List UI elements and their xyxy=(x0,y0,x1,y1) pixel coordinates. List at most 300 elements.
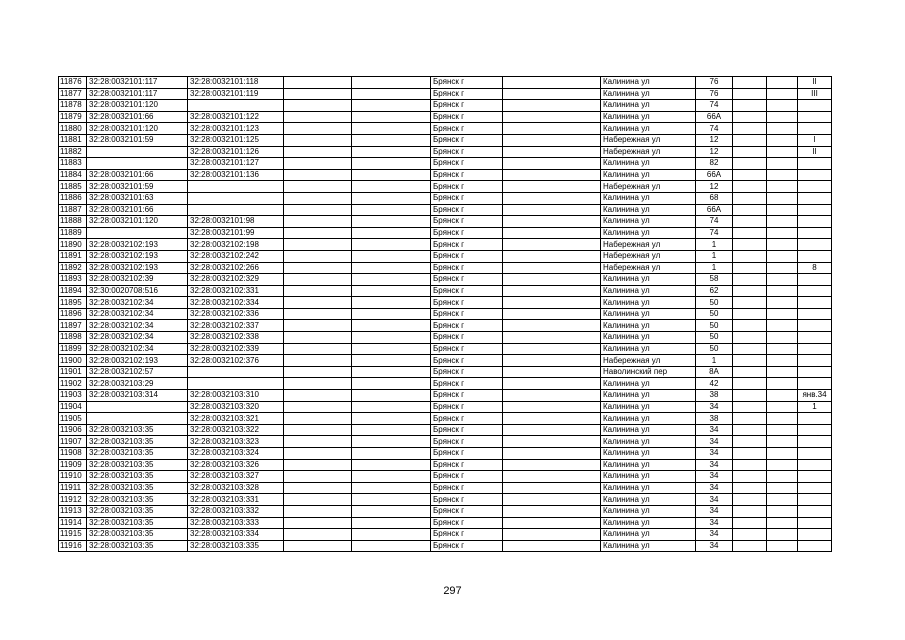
cell-extra xyxy=(798,100,832,112)
cell-empty xyxy=(352,88,431,100)
cell-empty xyxy=(733,517,767,529)
cell-city: Брянск г xyxy=(431,343,503,355)
cell-empty xyxy=(733,262,767,274)
cell-city: Брянск г xyxy=(431,146,503,158)
table-row xyxy=(59,262,832,274)
cell-street: Набережная ул xyxy=(601,355,696,367)
cell-empty xyxy=(284,401,352,413)
cell-empty xyxy=(352,505,431,517)
cell-empty xyxy=(733,413,767,425)
cell-empty xyxy=(352,262,431,274)
cell-street: Калинина ул xyxy=(601,88,696,100)
cell-extra: II xyxy=(798,77,832,89)
cell-row-number: 11894 xyxy=(59,285,87,297)
cell-empty xyxy=(284,332,352,344)
cell-city: Брянск г xyxy=(431,424,503,436)
table-row xyxy=(59,250,832,262)
cell-empty xyxy=(284,158,352,170)
cell-city: Брянск г xyxy=(431,297,503,309)
cell-empty xyxy=(352,320,431,332)
cell-empty xyxy=(733,274,767,286)
cell-street: Калинина ул xyxy=(601,505,696,517)
cell-empty xyxy=(503,343,601,355)
cell-cadastral-object: 32:28:0032102:339 xyxy=(188,343,284,355)
cell-extra xyxy=(798,494,832,506)
cell-house: 50 xyxy=(696,320,733,332)
table-row xyxy=(59,332,832,344)
cell-row-number: 11907 xyxy=(59,436,87,448)
table-row xyxy=(59,88,832,100)
cell-empty xyxy=(352,123,431,135)
cell-empty xyxy=(352,448,431,460)
cell-house: 34 xyxy=(696,494,733,506)
cell-empty xyxy=(733,424,767,436)
cell-cadastral-parent xyxy=(87,146,188,158)
cell-empty xyxy=(352,274,431,286)
cell-empty xyxy=(733,77,767,89)
cell-empty xyxy=(352,158,431,170)
cell-street: Калинина ул xyxy=(601,216,696,228)
cell-row-number: 11898 xyxy=(59,332,87,344)
cell-empty xyxy=(284,390,352,402)
cell-house: 34 xyxy=(696,471,733,483)
cell-empty xyxy=(767,250,798,262)
cell-cadastral-object: 32:28:0032103:322 xyxy=(188,424,284,436)
cell-street: Калинина ул xyxy=(601,343,696,355)
cell-house: 42 xyxy=(696,378,733,390)
cell-empty xyxy=(767,355,798,367)
cell-empty xyxy=(733,134,767,146)
cell-extra: II xyxy=(798,146,832,158)
cell-empty xyxy=(503,285,601,297)
table-row xyxy=(59,471,832,483)
cell-empty xyxy=(503,494,601,506)
cell-empty xyxy=(767,482,798,494)
cell-empty xyxy=(352,390,431,402)
cell-street: Калинина ул xyxy=(601,192,696,204)
cell-empty xyxy=(733,448,767,460)
cell-row-number: 11879 xyxy=(59,111,87,123)
cell-cadastral-parent: 32:28:0032103:35 xyxy=(87,517,188,529)
cell-empty xyxy=(284,88,352,100)
cell-empty xyxy=(284,111,352,123)
cell-house: 34 xyxy=(696,505,733,517)
table-row xyxy=(59,146,832,158)
cell-empty xyxy=(733,169,767,181)
cell-city: Брянск г xyxy=(431,216,503,228)
cell-row-number: 11885 xyxy=(59,181,87,193)
cell-cadastral-object: 32:28:0032103:332 xyxy=(188,505,284,517)
table-row xyxy=(59,111,832,123)
table-row xyxy=(59,366,832,378)
cell-row-number: 11891 xyxy=(59,250,87,262)
cell-row-number: 11905 xyxy=(59,413,87,425)
cell-extra xyxy=(798,540,832,552)
cell-street: Калинина ул xyxy=(601,459,696,471)
cell-empty xyxy=(767,239,798,251)
cell-row-number: 11881 xyxy=(59,134,87,146)
cell-extra xyxy=(798,274,832,286)
cell-empty xyxy=(767,343,798,355)
cell-house: 74 xyxy=(696,123,733,135)
cell-cadastral-parent: 32:28:0032103:35 xyxy=(87,459,188,471)
cell-empty xyxy=(503,111,601,123)
cell-extra xyxy=(798,158,832,170)
table-row xyxy=(59,216,832,228)
cell-city: Брянск г xyxy=(431,158,503,170)
cell-empty xyxy=(767,169,798,181)
cell-street: Калинина ул xyxy=(601,413,696,425)
cell-empty xyxy=(767,413,798,425)
cell-cadastral-parent: 32:28:0032103:29 xyxy=(87,378,188,390)
cell-street: Наволинский пер xyxy=(601,366,696,378)
cell-house: 34 xyxy=(696,448,733,460)
cell-street: Набережная ул xyxy=(601,181,696,193)
cell-house: 66А xyxy=(696,204,733,216)
cell-empty xyxy=(767,494,798,506)
cell-row-number: 11876 xyxy=(59,77,87,89)
cell-cadastral-object: 32:28:0032103:334 xyxy=(188,529,284,541)
cell-city: Брянск г xyxy=(431,540,503,552)
cell-empty xyxy=(733,158,767,170)
cell-empty xyxy=(284,343,352,355)
cell-empty xyxy=(733,216,767,228)
cell-cadastral-object xyxy=(188,181,284,193)
cell-city: Брянск г xyxy=(431,505,503,517)
cell-row-number: 11909 xyxy=(59,459,87,471)
cell-cadastral-object xyxy=(188,378,284,390)
cell-empty xyxy=(767,146,798,158)
cell-street: Калинина ул xyxy=(601,285,696,297)
cell-cadastral-object: 32:28:0032101:98 xyxy=(188,216,284,228)
cell-empty xyxy=(503,401,601,413)
cell-extra xyxy=(798,448,832,460)
cell-empty xyxy=(284,459,352,471)
cell-street: Набережная ул xyxy=(601,239,696,251)
cell-empty xyxy=(733,146,767,158)
cell-empty xyxy=(284,239,352,251)
cell-empty xyxy=(284,250,352,262)
cell-row-number: 11878 xyxy=(59,100,87,112)
cell-cadastral-parent: 32:28:0032101:66 xyxy=(87,204,188,216)
cell-row-number: 11914 xyxy=(59,517,87,529)
cell-empty xyxy=(503,169,601,181)
cell-cadastral-parent: 32:28:0032103:35 xyxy=(87,448,188,460)
cell-city: Брянск г xyxy=(431,204,503,216)
cell-cadastral-object: 32:28:0032101:127 xyxy=(188,158,284,170)
cell-empty xyxy=(284,540,352,552)
cell-street: Калинина ул xyxy=(601,111,696,123)
cell-extra: 1 xyxy=(798,401,832,413)
cell-empty xyxy=(503,436,601,448)
cell-empty xyxy=(733,297,767,309)
cell-cadastral-object: 32:28:0032103:323 xyxy=(188,436,284,448)
cell-street: Калинина ул xyxy=(601,204,696,216)
cell-city: Брянск г xyxy=(431,123,503,135)
cell-cadastral-parent: 32:28:0032103:35 xyxy=(87,424,188,436)
cell-row-number: 11880 xyxy=(59,123,87,135)
cell-empty xyxy=(352,494,431,506)
table-row xyxy=(59,100,832,112)
cell-street: Калинина ул xyxy=(601,401,696,413)
cell-empty xyxy=(767,390,798,402)
cell-empty xyxy=(352,332,431,344)
cell-extra: III xyxy=(798,88,832,100)
table-row xyxy=(59,436,832,448)
cell-row-number: 11892 xyxy=(59,262,87,274)
cell-empty xyxy=(352,134,431,146)
cell-empty xyxy=(733,239,767,251)
cell-cadastral-parent: 32:28:0032102:193 xyxy=(87,250,188,262)
cell-empty xyxy=(503,134,601,146)
cell-extra xyxy=(798,320,832,332)
cell-empty xyxy=(733,540,767,552)
cell-extra xyxy=(798,239,832,251)
table-row xyxy=(59,204,832,216)
cell-cadastral-parent: 32:28:0032103:35 xyxy=(87,482,188,494)
table-row xyxy=(59,540,832,552)
cell-row-number: 11906 xyxy=(59,424,87,436)
table-row xyxy=(59,158,832,170)
cell-empty xyxy=(352,181,431,193)
cell-empty xyxy=(352,378,431,390)
cell-empty xyxy=(503,332,601,344)
cell-empty xyxy=(767,274,798,286)
table-row xyxy=(59,413,832,425)
cell-house: 12 xyxy=(696,134,733,146)
cell-house: 38 xyxy=(696,413,733,425)
cell-empty xyxy=(733,494,767,506)
cell-extra xyxy=(798,216,832,228)
cell-cadastral-object: 32:28:0032102:198 xyxy=(188,239,284,251)
cell-empty xyxy=(733,123,767,135)
cell-empty xyxy=(503,181,601,193)
table-row xyxy=(59,227,832,239)
cell-street: Калинина ул xyxy=(601,378,696,390)
cell-empty xyxy=(284,320,352,332)
cell-empty xyxy=(733,355,767,367)
cell-house: 1 xyxy=(696,262,733,274)
cell-city: Брянск г xyxy=(431,227,503,239)
cell-empty xyxy=(767,540,798,552)
cell-house: 8А xyxy=(696,366,733,378)
registry-table xyxy=(58,76,832,552)
cell-empty xyxy=(767,424,798,436)
cell-extra xyxy=(798,424,832,436)
cell-extra xyxy=(798,111,832,123)
cell-extra xyxy=(798,285,832,297)
cell-city: Брянск г xyxy=(431,390,503,402)
cell-cadastral-object: 32:28:0032101:123 xyxy=(188,123,284,135)
cell-street: Калинина ул xyxy=(601,297,696,309)
cell-house: 68 xyxy=(696,192,733,204)
cell-cadastral-object: 32:28:0032103:324 xyxy=(188,448,284,460)
cell-row-number: 11908 xyxy=(59,448,87,460)
cell-extra: янв.34 xyxy=(798,390,832,402)
cell-row-number: 11912 xyxy=(59,494,87,506)
cell-empty xyxy=(284,274,352,286)
cell-empty xyxy=(352,192,431,204)
cell-cadastral-parent: 32:28:0032103:35 xyxy=(87,505,188,517)
cell-row-number: 11913 xyxy=(59,505,87,517)
cell-extra xyxy=(798,192,832,204)
cell-row-number: 11899 xyxy=(59,343,87,355)
cell-house: 1 xyxy=(696,355,733,367)
cell-house: 76 xyxy=(696,77,733,89)
cell-empty xyxy=(733,308,767,320)
cell-extra xyxy=(798,505,832,517)
cell-empty xyxy=(503,204,601,216)
cell-empty xyxy=(352,471,431,483)
cell-empty xyxy=(352,239,431,251)
cell-cadastral-object: 32:28:0032102:338 xyxy=(188,332,284,344)
cell-city: Брянск г xyxy=(431,459,503,471)
cell-empty xyxy=(503,366,601,378)
cell-house: 34 xyxy=(696,482,733,494)
cell-row-number: 11915 xyxy=(59,529,87,541)
cell-house: 34 xyxy=(696,517,733,529)
cell-empty xyxy=(503,517,601,529)
cell-city: Брянск г xyxy=(431,262,503,274)
cell-empty xyxy=(284,355,352,367)
cell-cadastral-object xyxy=(188,100,284,112)
cell-house: 34 xyxy=(696,436,733,448)
cell-cadastral-parent xyxy=(87,227,188,239)
cell-city: Брянск г xyxy=(431,529,503,541)
cell-extra xyxy=(798,181,832,193)
cell-extra xyxy=(798,123,832,135)
cell-extra: 8 xyxy=(798,262,832,274)
cell-cadastral-object: 32:28:0032101:125 xyxy=(188,134,284,146)
cell-cadastral-parent xyxy=(87,158,188,170)
cell-cadastral-parent: 32:28:0032101:59 xyxy=(87,134,188,146)
registry-table-body xyxy=(59,77,832,552)
cell-cadastral-object: 32:28:0032101:136 xyxy=(188,169,284,181)
cell-extra xyxy=(798,413,832,425)
cell-empty xyxy=(284,227,352,239)
cell-empty xyxy=(733,192,767,204)
cell-cadastral-parent: 32:28:0032101:66 xyxy=(87,169,188,181)
cell-cadastral-object: 32:28:0032103:333 xyxy=(188,517,284,529)
table-row xyxy=(59,134,832,146)
cell-empty xyxy=(503,459,601,471)
cell-house: 74 xyxy=(696,216,733,228)
cell-empty xyxy=(767,77,798,89)
page-number: 297 xyxy=(443,585,462,597)
table-row xyxy=(59,517,832,529)
cell-street: Калинина ул xyxy=(601,227,696,239)
cell-empty xyxy=(767,366,798,378)
cell-row-number: 11900 xyxy=(59,355,87,367)
table-row xyxy=(59,494,832,506)
cell-cadastral-object: 32:28:0032101:122 xyxy=(188,111,284,123)
cell-empty xyxy=(352,308,431,320)
cell-empty xyxy=(733,250,767,262)
table-row xyxy=(59,192,832,204)
cell-empty xyxy=(733,366,767,378)
cell-row-number: 11895 xyxy=(59,297,87,309)
table-row xyxy=(59,355,832,367)
cell-empty xyxy=(767,297,798,309)
cell-empty xyxy=(284,285,352,297)
cell-house: 12 xyxy=(696,146,733,158)
table-row xyxy=(59,459,832,471)
cell-empty xyxy=(767,378,798,390)
cell-house: 1 xyxy=(696,250,733,262)
cell-house: 34 xyxy=(696,459,733,471)
cell-cadastral-object: 32:28:0032103:327 xyxy=(188,471,284,483)
cell-empty xyxy=(733,111,767,123)
cell-empty xyxy=(733,332,767,344)
cell-empty xyxy=(767,181,798,193)
cell-empty xyxy=(284,77,352,89)
cell-empty xyxy=(767,216,798,228)
cell-cadastral-parent: 32:28:0032101:63 xyxy=(87,192,188,204)
cell-street: Калинина ул xyxy=(601,308,696,320)
cell-city: Брянск г xyxy=(431,100,503,112)
table-row xyxy=(59,343,832,355)
cell-empty xyxy=(284,482,352,494)
cell-row-number: 11893 xyxy=(59,274,87,286)
cell-row-number: 11896 xyxy=(59,308,87,320)
cell-empty xyxy=(767,505,798,517)
cell-row-number: 11910 xyxy=(59,471,87,483)
cell-street: Калинина ул xyxy=(601,274,696,286)
cell-empty xyxy=(503,471,601,483)
cell-empty xyxy=(284,192,352,204)
table-row xyxy=(59,390,832,402)
cell-house: 82 xyxy=(696,158,733,170)
cell-cadastral-object: 32:28:0032102:336 xyxy=(188,308,284,320)
cell-empty xyxy=(352,424,431,436)
cell-empty xyxy=(503,100,601,112)
cell-city: Брянск г xyxy=(431,88,503,100)
cell-cadastral-object: 32:28:0032101:118 xyxy=(188,77,284,89)
cell-cadastral-parent: 32:28:0032102:34 xyxy=(87,343,188,355)
cell-extra xyxy=(798,343,832,355)
cell-cadastral-parent: 32:28:0032102:34 xyxy=(87,308,188,320)
cell-city: Брянск г xyxy=(431,169,503,181)
cell-empty xyxy=(284,134,352,146)
cell-street: Калинина ул xyxy=(601,169,696,181)
cell-street: Калинина ул xyxy=(601,100,696,112)
cell-empty xyxy=(733,505,767,517)
cell-house: 34 xyxy=(696,529,733,541)
cell-empty xyxy=(503,355,601,367)
table-row xyxy=(59,285,832,297)
cell-row-number: 11889 xyxy=(59,227,87,239)
cell-empty xyxy=(733,436,767,448)
cell-house: 76 xyxy=(696,88,733,100)
cell-city: Брянск г xyxy=(431,134,503,146)
cell-empty xyxy=(733,482,767,494)
cell-cadastral-object: 32:28:0032102:337 xyxy=(188,320,284,332)
cell-empty xyxy=(767,262,798,274)
cell-cadastral-object: 32:28:0032102:331 xyxy=(188,285,284,297)
cell-cadastral-object xyxy=(188,192,284,204)
cell-cadastral-parent: 32:28:0032101:59 xyxy=(87,181,188,193)
cell-row-number: 11883 xyxy=(59,158,87,170)
cell-empty xyxy=(284,204,352,216)
cell-cadastral-object: 32:28:0032101:99 xyxy=(188,227,284,239)
cell-empty xyxy=(503,482,601,494)
cell-cadastral-parent: 32:28:0032102:57 xyxy=(87,366,188,378)
cell-row-number: 11882 xyxy=(59,146,87,158)
cell-row-number: 11888 xyxy=(59,216,87,228)
cell-street: Калинина ул xyxy=(601,332,696,344)
cell-empty xyxy=(284,436,352,448)
cell-empty xyxy=(503,297,601,309)
